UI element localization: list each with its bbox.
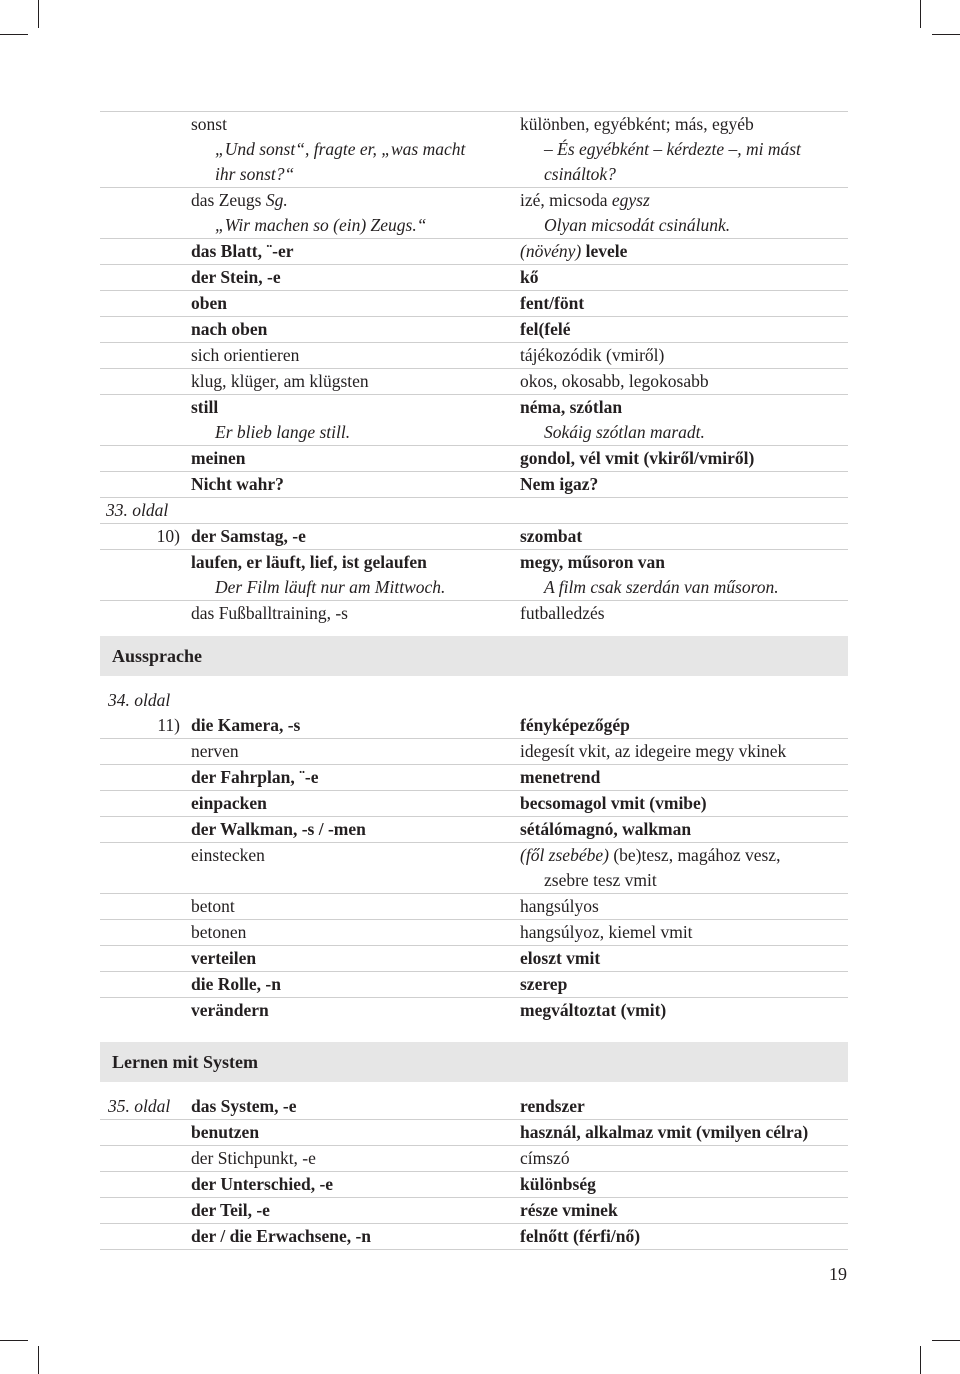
hungarian-meaning: becsomagol vmit (vmibe) (520, 793, 707, 813)
hungarian-meaning: szombat (520, 526, 583, 546)
german-word: die Kamera, -s (191, 715, 301, 735)
page-reference: 34. oldal (108, 690, 171, 710)
page-reference-row (100, 688, 848, 713)
german-word: verteilen (191, 948, 257, 968)
vocabulary-table-1 (100, 111, 848, 626)
vocab-row (100, 946, 848, 972)
hungarian-meaning: hangsúlyoz, kiemel vmit (520, 922, 693, 942)
hungarian-meaning: (növény) levele (520, 241, 628, 261)
vocab-row (100, 739, 848, 765)
exercise-number: 11) (157, 715, 180, 735)
hungarian-example: – És egyébként – kérdezte –, mi mást (544, 139, 801, 159)
vocab-row (100, 1094, 848, 1120)
hungarian-meaning: hangsúlyos (520, 896, 599, 916)
german-word: der Teil, -e (191, 1200, 270, 1220)
vocab-row (100, 446, 848, 472)
vocab-row (100, 265, 848, 291)
vocab-row (100, 1146, 848, 1172)
crop-mark (0, 34, 28, 35)
vocab-row (100, 239, 848, 265)
hungarian-meaning: fényképezőgép (520, 715, 630, 735)
vocab-row (100, 894, 848, 920)
hungarian-meaning: használ, alkalmaz vmit (vmilyen célra) (520, 1122, 809, 1142)
vocab-row (100, 920, 848, 946)
german-example: Der Film läuft nur am Mittwoch. (215, 577, 446, 597)
vocab-row (100, 817, 848, 843)
vocab-row (100, 291, 848, 317)
hungarian-meaning: különben, egyébként; más, egyéb (520, 114, 754, 134)
vocab-row (100, 1172, 848, 1198)
hungarian-meaning: izé, micsoda egysz (520, 190, 650, 210)
german-example: Er blieb lange still. (215, 422, 351, 442)
crop-mark (38, 0, 39, 28)
hungarian-meaning: eloszt vmit (520, 948, 601, 968)
german-word: der / die Erwachsene, -n (191, 1226, 372, 1246)
crop-mark (920, 0, 921, 28)
hungarian-example: csináltok? (544, 164, 616, 184)
hungarian-meaning: néma, szótlan (520, 397, 623, 417)
hungarian-example: A film csak szerdán van műsoron. (544, 577, 779, 597)
hungarian-meaning: szerep (520, 974, 568, 994)
page-reference: 33. oldal (106, 500, 169, 520)
hungarian-meaning: sétálómagnó, walkman (520, 819, 692, 839)
crop-mark (0, 1340, 28, 1341)
vocab-row (100, 601, 848, 626)
vocab-row (100, 472, 848, 498)
german-word: verändern (191, 1000, 269, 1020)
crop-mark (932, 34, 960, 35)
german-word: benutzen (191, 1122, 260, 1142)
crop-mark (920, 1346, 921, 1374)
vocab-row (100, 395, 848, 446)
hungarian-meaning: fent/fönt (520, 293, 585, 313)
german-word: der Stichpunkt, -e (191, 1148, 316, 1168)
german-example: „Wir machen so (ein) Zeugs.“ (215, 215, 427, 235)
vocab-row (100, 550, 848, 601)
hungarian-meaning: menetrend (520, 767, 601, 787)
hungarian-meaning-cont: zsebre tesz vmit (544, 870, 657, 890)
german-word: klug, klüger, am klügsten (191, 371, 369, 391)
vocab-row (100, 369, 848, 395)
german-word: der Unterschied, -e (191, 1174, 334, 1194)
hungarian-meaning: megváltoztat (vmit) (520, 1000, 667, 1020)
hungarian-meaning: megy, műsoron van (520, 552, 666, 572)
german-word: die Rolle, -n (191, 974, 281, 994)
hungarian-meaning: különbség (520, 1174, 596, 1194)
vocab-row (100, 524, 848, 550)
german-word: nach oben (191, 319, 268, 339)
german-word: betont (191, 896, 235, 916)
vocab-row (100, 972, 848, 998)
vocab-row (100, 791, 848, 817)
german-word: der Stein, -e (191, 267, 281, 287)
german-word: meinen (191, 448, 246, 468)
hungarian-meaning: felnőtt (férfi/nő) (520, 1226, 641, 1246)
page-number: 19 (829, 1264, 847, 1284)
vocabulary-table-3 (100, 1094, 848, 1250)
german-word: nerven (191, 741, 239, 761)
vocab-row (100, 843, 848, 894)
hungarian-meaning: idegesít vkit, az idegeire megy vkinek (520, 741, 787, 761)
vocab-row (100, 1120, 848, 1146)
vocab-row (100, 765, 848, 791)
vocab-row (100, 1198, 848, 1224)
section-heading-aussprache: Aussprache (100, 636, 848, 676)
hungarian-meaning: rendszer (520, 1096, 585, 1116)
hungarian-meaning: Nem igaz? (520, 474, 599, 494)
vocab-row (100, 317, 848, 343)
german-word: laufen, er läuft, lief, ist gelaufen (191, 552, 427, 572)
german-word: still (191, 397, 219, 417)
german-word: oben (191, 293, 227, 313)
german-example: „Und sonst“, fragte er, „was macht (215, 139, 466, 159)
vocab-row (100, 713, 848, 739)
page-reference: 35. oldal (108, 1096, 171, 1116)
german-word: einstecken (191, 845, 265, 865)
exercise-number: 10) (156, 526, 180, 546)
page-reference-row (100, 498, 848, 524)
german-word: das Blatt, ¨-er (191, 241, 294, 261)
german-word: sich orientieren (191, 345, 300, 365)
vocab-row (100, 111, 848, 188)
vocab-row (100, 343, 848, 369)
german-word: einpacken (191, 793, 267, 813)
hungarian-meaning: tájékozódik (vmiről) (520, 345, 665, 365)
hungarian-example: Olyan micsodát csinálunk. (544, 215, 731, 235)
hungarian-example: Sokáig szótlan maradt. (544, 422, 705, 442)
german-word: der Fahrplan, ¨-e (191, 767, 319, 787)
crop-mark (38, 1346, 39, 1374)
hungarian-meaning: okos, okosabb, legokosabb (520, 371, 709, 391)
german-word: sonst (191, 114, 227, 134)
hungarian-meaning: címszó (520, 1148, 570, 1168)
german-word: Nicht wahr? (191, 474, 284, 494)
hungarian-meaning: futballedzés (520, 603, 605, 623)
hungarian-meaning: (fől zsebébe) (be)tesz, magához vesz, (520, 845, 781, 865)
section-heading-lernen-mit-system: Lernen mit System (100, 1042, 848, 1082)
german-word: das System, -e (191, 1096, 297, 1116)
crop-mark (932, 1340, 960, 1341)
german-word: der Walkman, -s / -men (191, 819, 366, 839)
vocab-row (100, 1224, 848, 1250)
german-word: das Zeugs Sg. (191, 190, 288, 210)
hungarian-meaning: része vminek (520, 1200, 618, 1220)
german-word: der Samstag, -e (191, 526, 306, 546)
german-example: ihr sonst?“ (215, 164, 295, 184)
vocabulary-table-2 (100, 688, 848, 1023)
hungarian-meaning: gondol, vél vmit (vkiről/vmiről) (520, 448, 755, 468)
vocab-row (100, 188, 848, 239)
hungarian-meaning: kő (520, 267, 539, 287)
german-word: betonen (191, 922, 247, 942)
hungarian-meaning: fel(felé (520, 319, 571, 339)
vocab-row (100, 998, 848, 1023)
german-word: das Fußballtraining, -s (191, 603, 348, 623)
